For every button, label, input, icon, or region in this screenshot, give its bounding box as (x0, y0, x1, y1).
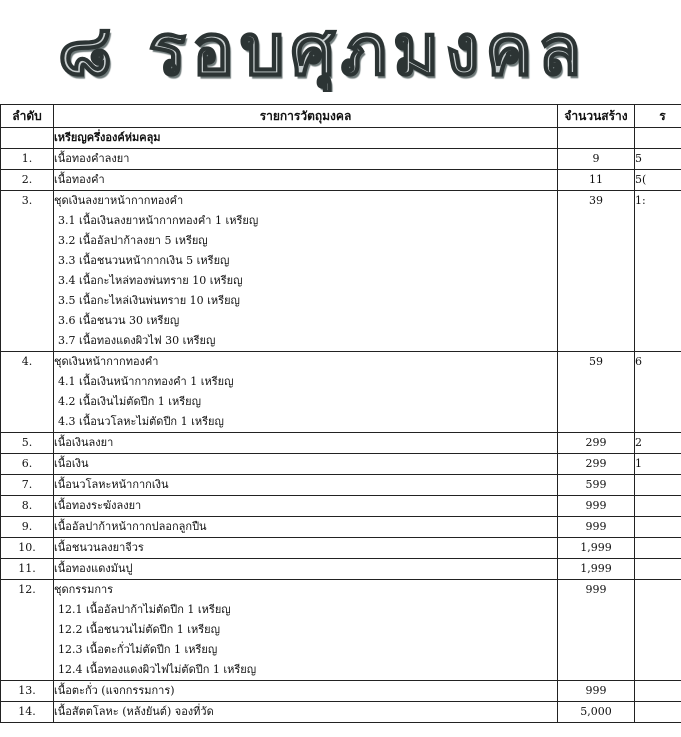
extra-cell (635, 475, 681, 496)
row-number: 4. (21, 355, 33, 368)
quantity-value: 1,999 (580, 541, 612, 554)
item-cell (54, 559, 558, 580)
item-cell (54, 475, 558, 496)
row-number-cell (1, 433, 54, 454)
row-number: 5. (21, 436, 33, 449)
extra-cell (635, 191, 681, 352)
quantity-value: 999 (585, 684, 607, 697)
table-row (1, 559, 681, 580)
quantity-cell (558, 352, 635, 433)
table-row (1, 475, 681, 496)
quantity-value: 11 (589, 173, 603, 186)
item-cell (54, 149, 558, 170)
quantity-cell (558, 170, 635, 191)
extra-cell (635, 454, 681, 475)
item-cell (54, 538, 558, 559)
item-name: เนื้อสัตตโลหะ (หลังยันต์) จองที่วัด (54, 705, 214, 718)
extra-cell (635, 170, 681, 191)
item-name: เนื้อทองคำ (54, 173, 105, 186)
table-row (1, 580, 681, 681)
row-number-cell (1, 352, 54, 433)
quantity-cell (558, 517, 635, 538)
item-name: เนื้อเงินลงยา (54, 436, 114, 449)
extra-cell (635, 559, 681, 580)
extra-cell (635, 702, 681, 723)
sub-item: 3.5 เนื้อกะไหล่เงินพ่นทราย 10 เหรียญ (58, 294, 240, 307)
quantity-cell (558, 559, 635, 580)
table-row (1, 702, 681, 723)
row-number: 14. (18, 705, 36, 718)
quantity-cell (558, 681, 635, 702)
quantity-value: 59 (589, 355, 603, 368)
items-table (0, 104, 681, 723)
item-name: ชุดเงินลงยาหน้ากากทองคำ (54, 194, 184, 207)
quantity-value: 9 (592, 152, 600, 165)
item-name: เนื้ออัลปาก้าหน้ากากปลอกลูกปืน (54, 520, 207, 533)
quantity-value: 999 (585, 520, 607, 533)
item-name: ชุดเงินหน้ากากทองคำ (54, 355, 159, 368)
extra-cell (635, 538, 681, 559)
item-name: เนื้อทองระฆังลงยา (54, 499, 142, 512)
quantity-value: 599 (585, 478, 607, 491)
section-heading-no (1, 128, 54, 149)
table-row (1, 496, 681, 517)
quantity-cell (558, 475, 635, 496)
section-heading-extra (635, 128, 681, 149)
column-header-no: ลำดับ (1, 105, 54, 128)
item-cell (54, 170, 558, 191)
row-number: 6. (21, 457, 33, 470)
table-row (1, 517, 681, 538)
quantity-cell (558, 538, 635, 559)
extra-value (635, 681, 681, 701)
quantity-cell (558, 580, 635, 681)
sub-item: 3.2 เนื้ออัลปาก้าลงยา 5 เหรียญ (58, 234, 208, 247)
item-cell (54, 191, 558, 352)
row-number-cell (1, 170, 54, 191)
row-number: 13. (18, 684, 36, 697)
quantity-cell (558, 702, 635, 723)
extra-cell (635, 580, 681, 681)
row-number: 11. (18, 562, 36, 575)
extra-cell (635, 496, 681, 517)
extra-value (635, 517, 681, 537)
quantity-value: 299 (585, 436, 607, 449)
sub-item: 4.2 เนื้อเงินไม่ตัดปีก 1 เหรียญ (58, 395, 201, 408)
row-number-cell (1, 496, 54, 517)
row-number-cell (1, 475, 54, 496)
table-row (1, 352, 681, 433)
quantity-value: 39 (589, 194, 603, 207)
table-row (1, 149, 681, 170)
row-number-cell (1, 454, 54, 475)
column-header-extra: ร (635, 105, 681, 128)
section-heading-row (1, 128, 681, 149)
table-header-row (1, 105, 681, 128)
row-number: 8. (21, 499, 33, 512)
table-row (1, 170, 681, 191)
sub-item: 3.6 เนื้อชนวน 30 เหรียญ (58, 314, 180, 327)
extra-cell (635, 149, 681, 170)
sub-item: 12.4 เนื้อทองแดงผิวไฟไม่ตัดปีก 1 เหรียญ (58, 663, 257, 676)
quantity-value: 299 (585, 457, 607, 470)
quantity-value: 5,000 (580, 705, 612, 718)
table-row (1, 191, 681, 352)
quantity-cell (558, 454, 635, 475)
item-cell (54, 454, 558, 475)
sub-item: 3.3 เนื้อชนวนหน้ากากเงิน 5 เหรียญ (58, 254, 230, 267)
sub-item: 3.1 เนื้อเงินลงยาหน้ากากทองคำ 1 เหรียญ (58, 214, 259, 227)
item-name: เนื้อเงิน (54, 457, 89, 470)
section-heading: เหรียญครึ่งองค์ห่มคลุม (54, 131, 161, 144)
extra-value (635, 559, 681, 579)
extra-value (635, 538, 681, 558)
sub-item: 4.1 เนื้อเงินหน้ากากทองคำ 1 เหรียญ (58, 375, 234, 388)
quantity-cell (558, 433, 635, 454)
item-name: เนื้อชนวนลงยาจีวร (54, 541, 144, 554)
extra-cell (635, 433, 681, 454)
sub-item: 12.3 เนื้อตะกั่วไม่ตัดปีก 1 เหรียญ (58, 643, 218, 656)
sub-item: 4.3 เนื้อนวโลหะไม่ตัดปีก 1 เหรียญ (58, 415, 224, 428)
row-number: 2. (21, 173, 33, 186)
quantity-cell (558, 191, 635, 352)
row-number-cell (1, 517, 54, 538)
extra-value: 1: (635, 194, 646, 207)
item-name: เนื้อทองคำลงยา (54, 152, 130, 165)
extra-value: 6 (635, 355, 642, 368)
table-row (1, 681, 681, 702)
extra-cell (635, 517, 681, 538)
row-number-cell (1, 538, 54, 559)
item-name: เนื้อตะกั่ว (แจกกรรมการ) (54, 684, 175, 697)
item-name: เนื้อทองแดงมันปู (54, 562, 133, 575)
extra-value: 5( (635, 173, 647, 186)
quantity-cell (558, 496, 635, 517)
quantity-value: 999 (585, 583, 607, 596)
item-name: เนื้อนวโลหะหน้ากากเงิน (54, 478, 169, 491)
row-number-cell (1, 702, 54, 723)
quantity-value: 999 (585, 499, 607, 512)
extra-value (635, 496, 681, 516)
section-heading-cell (54, 128, 558, 149)
column-header-item: รายการวัตถุมงคล (54, 105, 558, 128)
table-row (1, 538, 681, 559)
item-cell (54, 517, 558, 538)
banner (0, 0, 681, 92)
row-number: 12. (18, 583, 36, 596)
item-cell (54, 433, 558, 454)
extra-value (635, 580, 681, 600)
column-header-quantity: จำนวนสร้าง (558, 105, 635, 128)
item-cell (54, 352, 558, 433)
table-row (1, 454, 681, 475)
row-number: 10. (18, 541, 36, 554)
quantity-value: 1,999 (580, 562, 612, 575)
row-number-cell (1, 559, 54, 580)
sub-item: 12.2 เนื้อชนวนไม่ตัดปีก 1 เหรียญ (58, 623, 220, 636)
sub-item: 3.4 เนื้อกะไหล่ทองพ่นทราย 10 เหรียญ (58, 274, 243, 287)
extra-cell (635, 681, 681, 702)
banner-title: ๘ รอบศุภมงคล (58, 9, 588, 91)
row-number: 7. (21, 478, 33, 491)
quantity-cell (558, 149, 635, 170)
table-row (1, 433, 681, 454)
item-cell (54, 580, 558, 681)
extra-value: 1 (635, 457, 642, 470)
item-cell (54, 681, 558, 702)
row-number: 1. (21, 152, 33, 165)
row-number: 3. (21, 194, 33, 207)
extra-value (635, 702, 681, 722)
table-body (1, 128, 681, 723)
extra-value: 5 (635, 152, 642, 165)
sub-item: 3.7 เนื้อทองแดงผิวไฟ 30 เหรียญ (58, 334, 216, 347)
row-number-cell (1, 191, 54, 352)
item-name: ชุดกรรมการ (54, 583, 114, 596)
extra-value: 2 (635, 436, 642, 449)
item-cell (54, 496, 558, 517)
row-number-cell (1, 580, 54, 681)
row-number: 9. (21, 520, 33, 533)
item-cell (54, 702, 558, 723)
extra-cell (635, 352, 681, 433)
section-heading-qty (558, 128, 635, 149)
row-number-cell (1, 681, 54, 702)
row-number-cell (1, 149, 54, 170)
extra-value (635, 475, 681, 495)
sub-item: 12.1 เนื้ออัลปาก้าไม่ตัดปีก 1 เหรียญ (58, 603, 231, 616)
